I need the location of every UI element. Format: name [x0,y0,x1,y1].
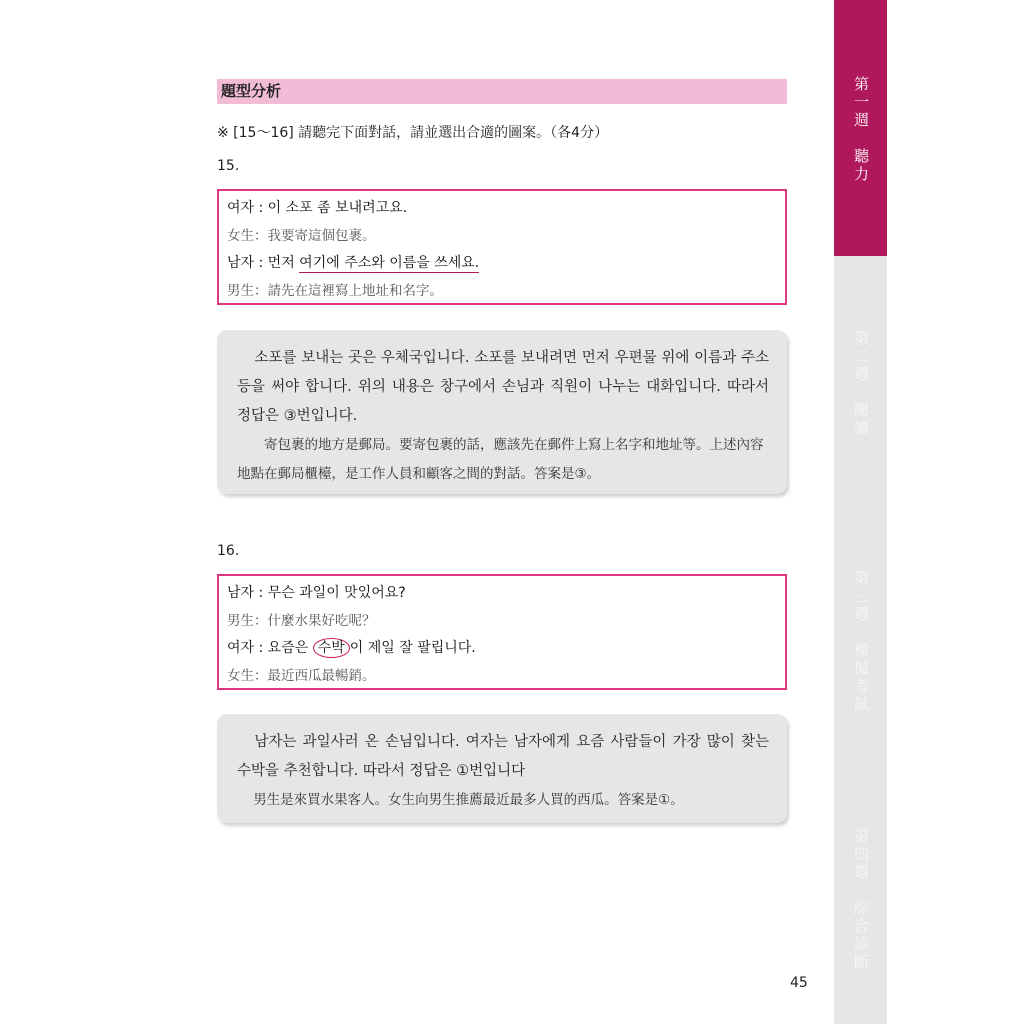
tab-week-3-subject: 模擬考試 [852,642,870,714]
tab-week-2-subject: 閱讀 [852,402,870,438]
key-word-circle: 수박 [313,638,350,658]
explanation-chinese: 男生是來買水果客人。女生向男生推薦最近最多人買的西瓜。答案是①。 [253,792,684,808]
dialog-suffix-text: 이 제일 잘 팔립니다. [349,640,476,656]
page-number: 45 [790,975,808,991]
question-number: 15. [217,158,240,174]
question-number: 16. [217,543,240,559]
week-tabs [834,0,887,1024]
dialog-speaker-text: 여자 : 요즘은 [227,640,313,656]
dialog-line-zh: 男生：請先在這裡寫上地址和名字。 [227,282,443,299]
dialog-line-kr [227,250,777,278]
explanation-korean: 남자는 과일사러 온 손님입니다. 여자는 남자에게 요즘 사람들이 가장 많이 찾는 수박을 추천합니다. 따라서 정답은 ①번입니다 [237,734,769,779]
tab-week-1-subject: 聽力 [852,148,870,184]
dialog-speaker-text: 남자 : 먼저 [227,255,300,271]
tab-week-2[interactable] [834,330,887,438]
tab-week-2-label: 第二週 [852,330,870,384]
instruction-text: ※ [15～16] 請聽完下面對話，請並選出合適的圖案。（各4分） [217,125,609,141]
tab-week-4-subject: 綜合診斷 [852,900,870,972]
dialog-line-zh: 女生：我要寄這個包裹。 [227,227,376,244]
dialog-box [217,189,787,305]
dialog-box [217,574,787,690]
section-header: 題型分析 [217,79,787,104]
tab-week-3[interactable] [834,570,887,714]
dialog-line-zh: 女生：最近西瓜最暢銷。 [227,667,376,684]
explanation-box [217,714,787,823]
dialog-line-kr [227,635,777,663]
tab-week-1[interactable] [834,0,887,256]
dialog-line-kr: 남자 : 무슨 과일이 맛있어요? [227,585,406,601]
tab-week-4[interactable] [834,828,887,972]
dialog-line-zh: 男生：什麼水果好吃呢？ [227,612,376,629]
explanation-box [217,330,787,494]
dialog-line-kr: 여자 : 이 소포 좀 보내려고요. [227,200,408,216]
key-phrase-underline: 여기에 주소와 이름을 쓰세요. [299,255,480,271]
explanation-chinese: 寄包裹的地方是郵局。要寄包裹的話，應該先在郵件上寫上名字和地址等。上述內容地點在郵局櫃檯，是工作人員和顧客之間的對話。答案是③。 [237,437,764,482]
explanation-korean: 소포를 보내는 곳은 우체국입니다. 소포를 보내려면 먼저 우편물 위에 이름과 주소 등을 써야 합니다. 위의 내용은 창구에서 손님과 직원이 나누는 대화입니다. 따라서 정답은 ③번입니다. [237,350,769,424]
tab-week-1-label: 第一週 [852,76,870,130]
tab-week-3-label: 第三週 [852,570,870,624]
tab-week-4-label: 第四週 [852,828,870,882]
